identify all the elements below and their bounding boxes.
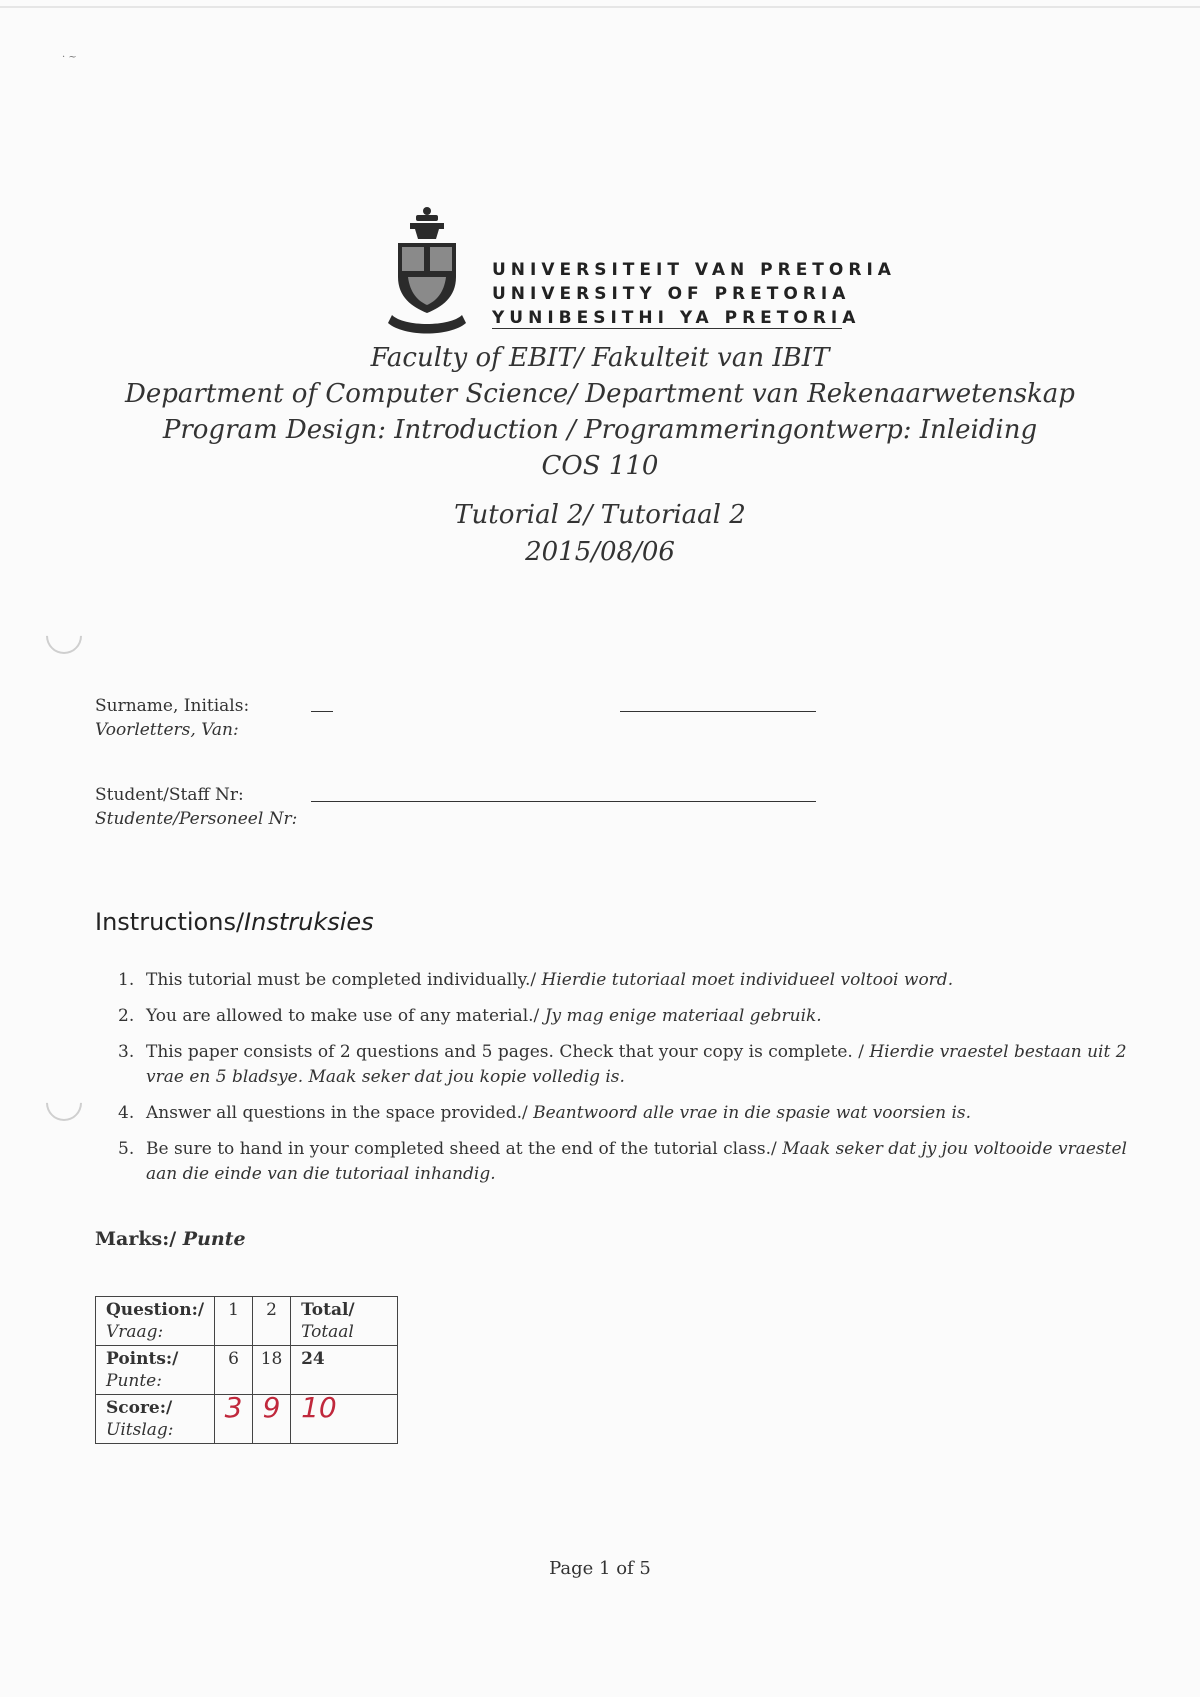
instruction-item: 5. Be sure to hand in your completed sheed at the end of the tutorial class./ Maak seker dat jy jou voltooide vraestel aan die einde van die tutoriaal inhandig. [118,1139,1127,1184]
instruction-item: 3. This paper consists of 2 questions and 5 pages. Check that your copy is complete. / Hierdie vraestel bestaan uit 2 vrae en 5 bladsye. Maak seker dat jou kopie volledig is. [118,1042,1127,1087]
instructions-list [118,968,1138,1198]
punch-hole [39,1078,90,1129]
table-header-question: Question:/ Vraag: [96,1297,215,1346]
table-cell-question-1: 1 [215,1297,253,1346]
table-row-question [96,1297,398,1346]
table-header-total: Total/ Totaal [291,1297,398,1346]
table-row-points [96,1346,398,1395]
marks-title: Marks:/ Punte [95,1228,246,1250]
instruction-item: 4. Answer all questions in the space provided./ Beantwoord alle vrae in die spasie wat voorsien is. [118,1103,972,1123]
table-cell-score-2: 9 [253,1395,291,1444]
scan-edge [0,6,1200,8]
university-name-afrikaans: UNIVERSITEIT VAN PRETORIA [492,260,896,280]
faculty-heading: Faculty of EBIT/ Fakulteit van IBIT [370,343,830,373]
scan-speck: · ~ [62,52,77,63]
punch-hole [39,611,90,662]
tutorial-date: 2015/08/06 [525,537,675,567]
surname-label: Surname, Initials: Voorletters, Van: [95,696,250,740]
university-crest-logo [388,205,466,335]
surname-line-dash [311,711,333,712]
course-code: COS 110 [541,451,659,481]
instruction-item: 2. You are allowed to make use of any material./ Jy mag enige materiaal gebruik. [118,1006,822,1026]
student-number-label: Student/Staff Nr: Studente/Personeel Nr: [95,785,298,829]
marks-table [95,1296,398,1444]
university-name-english: UNIVERSITY OF PRETORIA [492,284,851,304]
surname-line[interactable] [620,711,816,712]
university-rule [492,328,842,329]
table-cell-points-total: 24 [291,1346,398,1395]
department-heading: Department of Computer Science/ Department van Rekenaarwetenskap [125,379,1075,409]
university-name-sepedi: YUNIBESITHI YA PRETORIA [492,308,861,328]
table-row-score [96,1395,398,1444]
table-cell-points-1: 6 [215,1346,253,1395]
table-header-score: Score:/ Uitslag: [96,1395,215,1444]
table-cell-score-total: 10 [291,1395,398,1444]
table-cell-score-1: 3 [215,1395,253,1444]
university-name [492,258,896,330]
student-number-line[interactable] [311,801,816,802]
table-cell-question-2: 2 [253,1297,291,1346]
table-header-points: Points:/ Punte: [96,1346,215,1395]
instructions-title: Instructions/Instruksies [95,908,374,936]
tutorial-title: Tutorial 2/ Tutoriaal 2 [454,500,746,530]
page-number: Page 1 of 5 [549,1558,651,1579]
instruction-item: 1. This tutorial must be completed individually./ Hierdie tutoriaal moet individueel voltooi word. [118,970,954,990]
table-cell-points-2: 18 [253,1346,291,1395]
course-heading: Program Design: Introduction / Programmeringontwerp: Inleiding [162,415,1038,445]
